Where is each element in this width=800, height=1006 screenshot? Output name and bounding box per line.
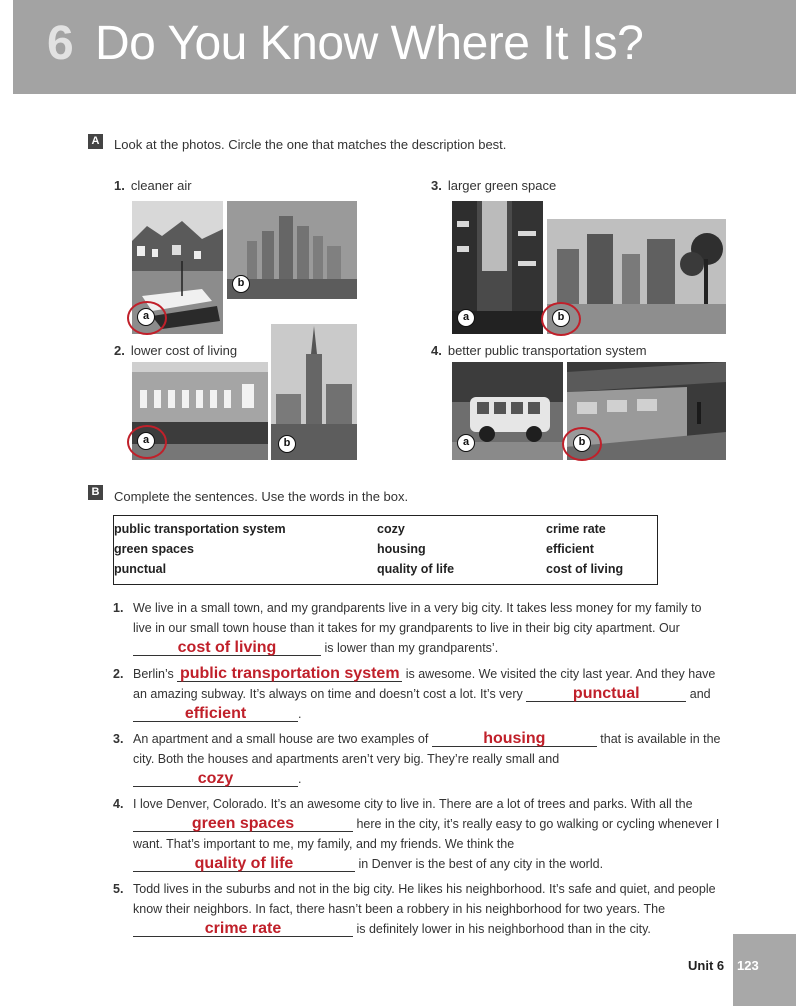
word-item: housing xyxy=(377,542,426,556)
question-1: 1. We live in a small town, and my grandparents live in a very big city. It takes less money for my family to live in our small town house than it takes for my grandparents to live in their big city apartment. Our cost of living is lower than my grandparents’. xyxy=(113,601,702,656)
page-number: 123 xyxy=(737,958,759,973)
option-4b-tag[interactable]: b xyxy=(573,434,591,452)
word-item: crime rate xyxy=(546,522,606,536)
chapter-header xyxy=(13,0,796,94)
answer-circle-2a xyxy=(127,425,167,459)
footer-unit-label: Unit 6 xyxy=(688,958,725,973)
section-a-marker: A xyxy=(88,134,103,149)
answer-circle-4b xyxy=(562,427,602,461)
section-b-instruction: Complete the sentences. Use the words in the box. xyxy=(114,489,409,504)
option-2a-tag[interactable]: a xyxy=(137,432,155,450)
answer-blank-4a[interactable]: green spaces xyxy=(133,816,353,832)
item-1-label: 1. cleaner air xyxy=(114,178,192,193)
item-3-label: 3. larger green space xyxy=(431,178,557,193)
word-box xyxy=(113,515,658,585)
question-2: 2. Berlin’s public transportation system is awesome. We visited the city last year. And they have an amazing subway. It’s always on time and doesn’t cost a lot. It’s very punctual and efficient . xyxy=(113,665,716,722)
question-4: 4. I love Denver, Colorado. It’s an awesome city to live in. There are a lot of trees and parks. With all the green spaces here in the city, it’s really easy to go walking or cycling whenever I want. That’s important to me, my family, and my friends. We think the quality of life in Denver is the best of any city in the world. xyxy=(113,797,720,872)
answer-blank-3a[interactable]: housing xyxy=(432,731,597,747)
word-item: public transportation system xyxy=(114,522,286,536)
option-3b-tag[interactable]: b xyxy=(552,309,570,327)
answer-circle-1a xyxy=(127,301,167,335)
answer-blank-3b[interactable]: cozy xyxy=(133,771,298,787)
word-item: punctual xyxy=(114,562,167,576)
answer-blank-4b[interactable]: quality of life xyxy=(133,856,355,872)
option-3a-tag[interactable]: a xyxy=(457,309,475,327)
section-a-instruction: Look at the photos. Circle the one that matches the description best. xyxy=(114,137,507,152)
answer-blank-1[interactable]: cost of living xyxy=(133,640,321,656)
option-2b-tag[interactable]: b xyxy=(278,435,296,453)
unit-number: 6 xyxy=(47,17,74,70)
word-item: green spaces xyxy=(114,542,194,556)
option-4a-tag[interactable]: a xyxy=(457,434,475,452)
section-b-marker: B xyxy=(88,485,103,500)
word-item: cozy xyxy=(377,522,405,536)
word-item: cost of living xyxy=(546,562,624,576)
question-3: 3. An apartment and a small house are two examples of housing that is available in the city. Both the houses and apartments aren’t very big. They’re really small and cozy . xyxy=(113,730,721,787)
item-2-label: 2. lower cost of living xyxy=(114,343,238,358)
item-4-label: 4. better public transportation system xyxy=(431,343,647,358)
answer-blank-2a[interactable]: public transportation system xyxy=(177,666,402,682)
answer-circle-3b xyxy=(541,302,581,336)
page-title: Do You Know Where It Is? xyxy=(95,17,644,70)
answer-blank-2b[interactable]: punctual xyxy=(526,686,686,702)
option-1a-tag[interactable]: a xyxy=(137,308,155,326)
option-1b-tag[interactable]: b xyxy=(232,275,250,293)
answer-blank-5[interactable]: crime rate xyxy=(133,921,353,937)
answer-blank-2c[interactable]: efficient xyxy=(133,706,298,722)
word-item: efficient xyxy=(546,542,594,556)
footer-page-tab xyxy=(733,934,796,1006)
word-item: quality of life xyxy=(377,562,455,576)
question-5: 5. Todd lives in the suburbs and not in the big city. He likes his neighborhood. It’s safe and quiet, and people know their neighbors. In fact, there hasn’t been a robbery in his neighborhood for two years. The crime rate is definitely lower in his neighborhood than in the city. xyxy=(113,882,716,937)
